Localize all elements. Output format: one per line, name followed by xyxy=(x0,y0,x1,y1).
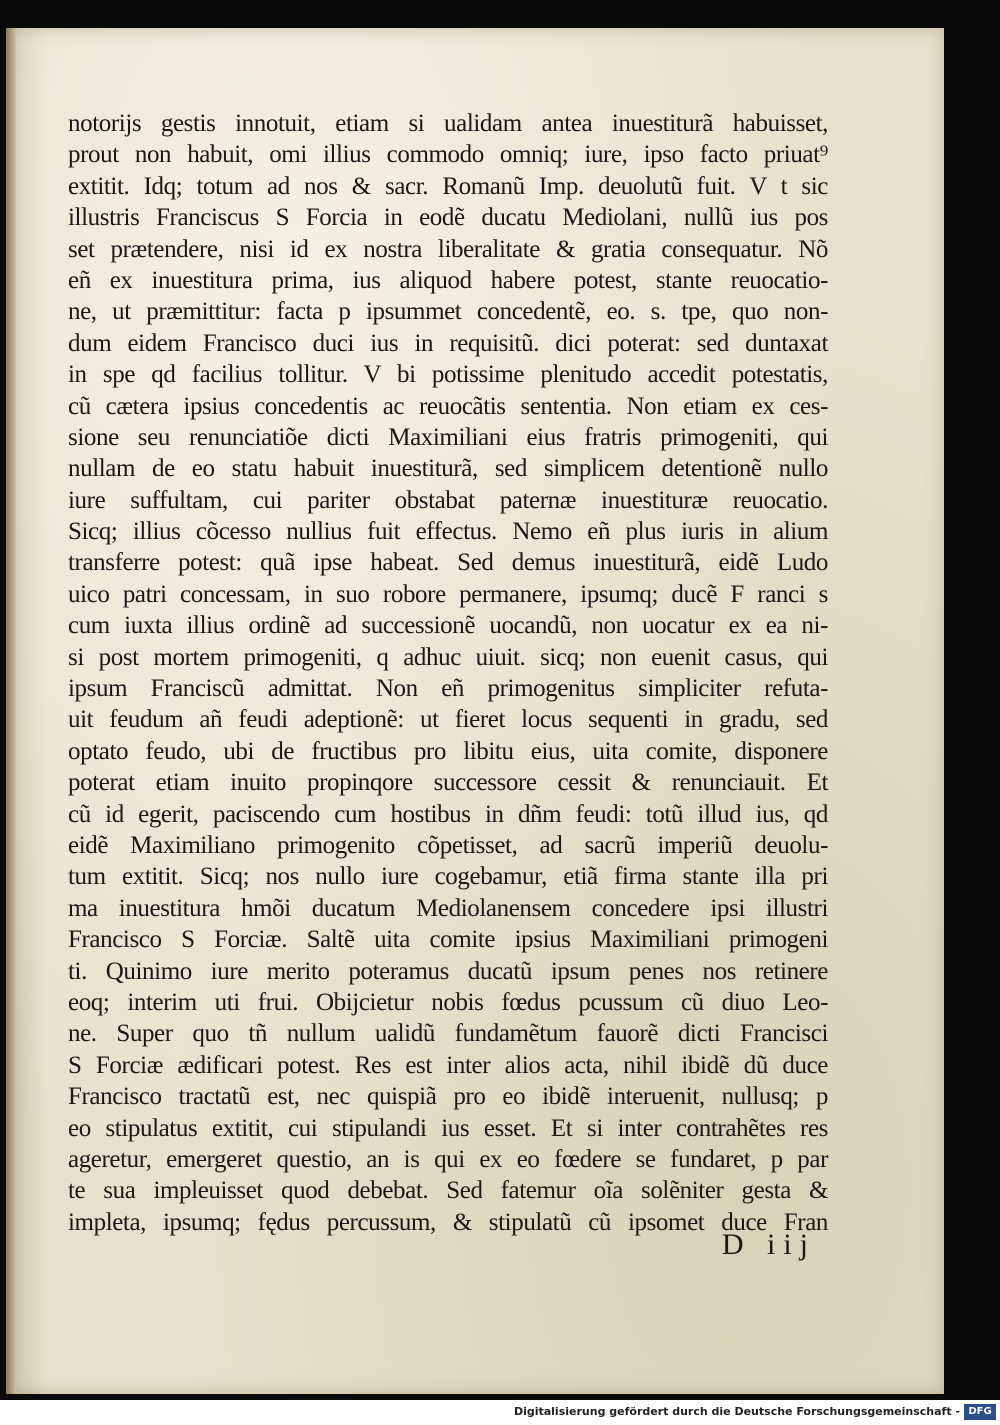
text-line: ipsum Franciscũ admittat. Non eñ primogenitus simpliciter refuta- xyxy=(68,675,828,703)
text-line: nullam de eo statu habuit inuestiturã, sed simplicem detentionẽ nullo xyxy=(68,455,828,483)
text-line: tum extitit. Sicq; nos nullo iure cogebamur, etiã firma stante illa pri xyxy=(68,863,828,891)
text-line: eñ ex inuestitura prima, ius aliquod habere potest, stante reuocatio- xyxy=(68,266,828,294)
text-line: cum iuxta illius ordinẽ ad successionẽ uocandũ, non uocatur ex ea ni- xyxy=(68,612,828,640)
text-line: notorijs gestis innotuit, etiam si ualidam antea inuestiturã habuisset, xyxy=(68,110,828,137)
text-line: in spe qd facilius tollitur. V bi potissime plenitudo accedit potestatis, xyxy=(68,361,828,389)
text-line: ageretur, emergeret questio, an is qui ex eo fœdere se fundaret, p par xyxy=(68,1145,828,1173)
text-line: uit feudum añ feudi adeptionẽ: ut fieret locus sequenti in gradu, sed xyxy=(68,706,828,734)
dfg-logo: DFG xyxy=(964,1404,996,1420)
text-line: Sicq; illius cõcesso nullius fuit effectus. Nemo eñ plus iuris in alium xyxy=(68,518,828,546)
text-line: Francisco S Forciæ. Saltẽ uita comite ipsius Maximiliani primogeni xyxy=(68,926,828,954)
text-line: te sua impleuisset quod debebat. Sed fatemur oĩa solẽniter gesta & xyxy=(68,1177,828,1205)
text-line: Francisco tractatũ est, nec quispiã pro eo ibidẽ interuenit, nullusq; p xyxy=(68,1083,828,1111)
text-line: S Forciæ ædificari potest. Res est inter alios acta, nihil ibidẽ dũ duce xyxy=(68,1051,828,1079)
text-line: optato feudo, ubi de fructibus pro libitu eius, uita comite, disponere xyxy=(68,737,828,765)
text-line: eo stipulatus extitit, cui stipulandi ius esset. Et si inter contrahẽtes res xyxy=(68,1114,828,1142)
book-page xyxy=(6,28,944,1394)
text-line: iure suffultam, cui pariter obstabat paternæ inuestituræ reuocatio. xyxy=(68,486,828,514)
text-line: prout non habuit, omi illius commodo omniq; iure, ipso facto priuat⁹ xyxy=(68,141,828,169)
text-line: illustris Franciscus S Forcia in eodẽ ducatu Mediolani, nullũ ius pos xyxy=(68,204,828,232)
text-line: ti. Quinimo iure merito poteramus ducatũ ipsum penes nos retinere xyxy=(68,957,828,985)
text-line: extitit. Idq; totum ad nos & sacr. Romanũ Imp. deuolutũ fuit. V t sic xyxy=(68,172,828,200)
text-line: eoq; interim uti frui. Obijcietur nobis fœdus pcussum cũ diuo Leo- xyxy=(68,988,828,1016)
text-line: impleta, ipsumq; fędus percussum, & stipulatũ cũ ipsomet duce Fran xyxy=(68,1208,828,1236)
footer-bar xyxy=(0,1400,1000,1425)
text-line: eidẽ Maximiliano primogenito cõpetisset, ad sacrũ imperiũ deuolu- xyxy=(68,831,828,859)
text-line: cũ id egerit, paciscendo cum hostibus in dñm feudi: totũ illud ius, qd xyxy=(68,800,828,828)
text-line: si post mortem primogeniti, q adhuc uiuit. sicq; non euenit casus, qui xyxy=(68,643,828,671)
text-line: ne, ut præmittitur: facta p ipsummet concedentẽ, eo. s. tpe, quo non- xyxy=(68,298,828,326)
text-line: set prætendere, nisi id ex nostra liberalitate & gratia consequatur. Nõ xyxy=(68,235,828,263)
text-line: cũ cætera ipsius concedentis ac reuocãtis sententia. Non etiam ex ces- xyxy=(68,392,828,420)
footer-credit: Digitalisierung gefördert durch die Deutsche Forschungsgemeinschaft - xyxy=(513,1405,960,1418)
text-line: uico patri concessam, in suo robore permanere, ipsumq; ducẽ F ranci s xyxy=(68,580,828,608)
text-block xyxy=(68,108,828,1238)
text-line: poterat etiam inuito propinqore successore cessit & renunciauit. Et xyxy=(68,769,828,797)
signature-mark: D iij xyxy=(721,1228,816,1261)
text-line: ne. Super quo tñ nullum ualidũ fundamẽtum fauorẽ dicti Francisci xyxy=(68,1020,828,1048)
text-line: transferre potest: quã ipse habeat. Sed demus inuestiturã, eidẽ Ludo xyxy=(68,549,828,577)
text-line: dum eidem Francisco duci ius in requisitũ. dici poterat: sed duntaxat xyxy=(68,329,828,357)
text-line: ma inuestitura hmõi ducatum Mediolanensem concedere ipsi illustri xyxy=(68,894,828,922)
page-gutter xyxy=(6,28,16,1394)
text-line: sione seu renunciatiõe dicti Maximiliani eius fratris primogeniti, qui xyxy=(68,423,828,451)
